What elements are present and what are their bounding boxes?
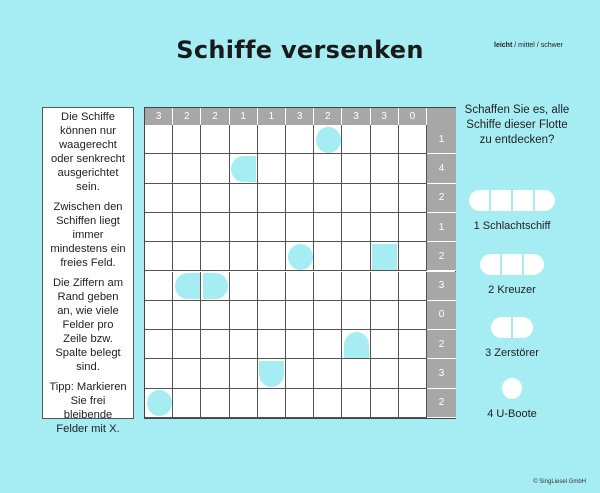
board-cell[interactable] <box>314 213 342 242</box>
board-cell[interactable] <box>201 359 229 388</box>
ship-hint-middle <box>372 244 397 270</box>
row-count-10: 2 <box>427 389 456 418</box>
board-cell[interactable] <box>145 213 173 242</box>
puzzle-title: Schiffe versenken <box>176 36 424 64</box>
challenge-text: Schaffen Sie es, alle Schiffe dieser Flotte zu entdecken? <box>464 104 570 146</box>
board-cell[interactable] <box>286 213 314 242</box>
ship-segment <box>469 190 489 211</box>
board-cell[interactable] <box>201 154 229 183</box>
board-cell[interactable] <box>258 213 286 242</box>
fleet-label: 3 Zerstörer <box>485 347 539 359</box>
board-cell[interactable] <box>201 301 229 330</box>
board-cell[interactable] <box>399 389 427 418</box>
copyright: © SingLiesel GmbH <box>533 479 586 485</box>
fleet-item <box>452 190 572 240</box>
ship-hint-single <box>288 244 313 270</box>
board-cell[interactable] <box>314 242 342 271</box>
board-cell[interactable] <box>371 154 399 183</box>
board-cell[interactable] <box>342 359 370 388</box>
board-cell[interactable] <box>286 272 314 301</box>
board-cell[interactable] <box>371 125 399 154</box>
board-cell[interactable] <box>145 301 173 330</box>
board-cell[interactable] <box>173 213 201 242</box>
column-count-6: 3 <box>286 108 314 125</box>
board-cell[interactable] <box>286 154 314 183</box>
board-cell[interactable] <box>201 213 229 242</box>
column-count-2: 2 <box>173 108 201 125</box>
rule-tip: Tipp: Markieren Sie frei bleibende Felder mit X. <box>49 381 127 435</box>
fleet-label: 2 Kreuzer <box>488 284 536 296</box>
board-cell[interactable] <box>145 242 173 271</box>
board-cell[interactable] <box>201 389 229 418</box>
column-count-5: 1 <box>258 108 286 125</box>
difficulty-options[interactable]: / mittel / schwer <box>512 42 563 49</box>
board-cell[interactable] <box>201 184 229 213</box>
ship-hint-end-left <box>231 156 256 182</box>
board-cell[interactable] <box>145 184 173 213</box>
board-cell[interactable] <box>399 330 427 359</box>
board-cell[interactable] <box>371 184 399 213</box>
board-cell[interactable] <box>342 125 370 154</box>
column-count-9: 3 <box>371 108 399 125</box>
board-cell[interactable] <box>173 125 201 154</box>
board-cell[interactable] <box>399 184 427 213</box>
row-count-9: 3 <box>427 359 456 388</box>
header-corner <box>427 108 456 125</box>
board-cell[interactable] <box>258 242 286 271</box>
board-cell[interactable] <box>314 359 342 388</box>
board-cell[interactable] <box>258 301 286 330</box>
ship-hint-end-left <box>175 273 200 299</box>
board-cell[interactable] <box>258 330 286 359</box>
board-cell[interactable] <box>201 242 229 271</box>
rule-spacing: Zwischen den Schiffen liegt immer mindestens ein freies Feld. <box>50 201 126 269</box>
board-cell[interactable] <box>258 154 286 183</box>
board-cell[interactable] <box>342 154 370 183</box>
board-cell[interactable] <box>371 389 399 418</box>
board-cell[interactable] <box>286 301 314 330</box>
rule-numbers: Die Ziffern am Rand geben an, wie viele Felder pro Zeile bzw. Spalte belegt sind. <box>52 277 124 373</box>
fleet-item <box>452 317 572 367</box>
fleet-label: 1 Schlachtschiff <box>473 220 551 232</box>
board-cell[interactable] <box>258 125 286 154</box>
fleet-item <box>452 254 572 304</box>
row-count-4: 1 <box>427 213 456 242</box>
fleet-item <box>452 378 572 428</box>
rule-orientation: Die Schiffe können nur waagerecht oder senkrecht ausgerichtet sein. <box>50 111 125 193</box>
board-cell[interactable] <box>314 301 342 330</box>
ship-segment <box>491 317 511 338</box>
ship-segment <box>513 190 533 211</box>
board-cell[interactable] <box>173 242 201 271</box>
board-cell[interactable] <box>371 213 399 242</box>
board-cell[interactable] <box>258 389 286 418</box>
board-cell[interactable] <box>230 389 258 418</box>
ship-segment <box>491 190 511 211</box>
board-cell[interactable] <box>286 359 314 388</box>
board-cell[interactable] <box>230 242 258 271</box>
ship-segment <box>480 254 500 275</box>
difficulty-level <box>494 42 563 49</box>
board-cell[interactable] <box>399 301 427 330</box>
board-cell[interactable] <box>286 184 314 213</box>
board-cell[interactable] <box>371 272 399 301</box>
board-cell[interactable] <box>371 359 399 388</box>
board-cell[interactable] <box>342 213 370 242</box>
row-count-2: 4 <box>427 154 456 183</box>
board-cell[interactable] <box>230 359 258 388</box>
board-cell[interactable] <box>173 389 201 418</box>
board-cell[interactable] <box>371 330 399 359</box>
board-cell[interactable] <box>342 272 370 301</box>
board-cell[interactable] <box>173 301 201 330</box>
board-cell[interactable] <box>173 330 201 359</box>
board-cell[interactable] <box>230 330 258 359</box>
board-cell[interactable] <box>145 125 173 154</box>
board-cell[interactable] <box>145 272 173 301</box>
ship-segment <box>502 378 522 399</box>
board-cell[interactable] <box>230 213 258 242</box>
row-count-1: 1 <box>427 125 456 154</box>
column-count-8: 3 <box>342 108 370 125</box>
ship-segment <box>524 254 544 275</box>
board-cell[interactable] <box>230 125 258 154</box>
board-cell[interactable] <box>230 301 258 330</box>
ship-segment <box>502 254 522 275</box>
board-cell[interactable] <box>342 301 370 330</box>
ship-hint-single <box>316 127 341 153</box>
board-cell[interactable] <box>230 272 258 301</box>
fleet-label: 4 U-Boote <box>487 408 537 420</box>
board-cell[interactable] <box>371 301 399 330</box>
row-count-3: 2 <box>427 184 456 213</box>
column-count-1: 3 <box>145 108 173 125</box>
board-cell[interactable] <box>201 125 229 154</box>
board-cell[interactable] <box>314 154 342 183</box>
board-cell[interactable] <box>314 389 342 418</box>
ship-hint-end-top <box>344 332 369 358</box>
row-count-6: 3 <box>427 272 456 301</box>
board-cell[interactable] <box>399 125 427 154</box>
column-count-4: 1 <box>230 108 258 125</box>
board-cell[interactable] <box>173 154 201 183</box>
column-count-7: 2 <box>314 108 342 125</box>
board-cell[interactable] <box>286 125 314 154</box>
board-cell[interactable] <box>201 330 229 359</box>
board-cell[interactable] <box>230 184 258 213</box>
row-count-7: 0 <box>427 301 456 330</box>
board-cell[interactable] <box>286 389 314 418</box>
board-cell[interactable] <box>314 330 342 359</box>
board-cell[interactable] <box>399 242 427 271</box>
board-cell[interactable] <box>145 359 173 388</box>
difficulty-selected[interactable]: leicht <box>494 42 513 49</box>
row-count-8: 2 <box>427 330 456 359</box>
game-board <box>144 107 456 419</box>
board-cell[interactable] <box>314 272 342 301</box>
board-cell[interactable] <box>314 184 342 213</box>
board-cell[interactable] <box>342 242 370 271</box>
ship-segment <box>535 190 555 211</box>
board-cell[interactable] <box>399 213 427 242</box>
ship-segment <box>513 317 533 338</box>
board-cell[interactable] <box>173 359 201 388</box>
board-cell[interactable] <box>145 330 173 359</box>
board-cell[interactable] <box>399 359 427 388</box>
board-cell[interactable] <box>399 272 427 301</box>
board-cell[interactable] <box>286 330 314 359</box>
board-cell[interactable] <box>342 389 370 418</box>
board-cell[interactable] <box>173 184 201 213</box>
board-cell[interactable] <box>399 154 427 183</box>
board-cell[interactable] <box>258 272 286 301</box>
board-cell[interactable] <box>145 154 173 183</box>
rules-panel <box>42 107 134 435</box>
board-cell[interactable] <box>342 184 370 213</box>
row-count-5: 2 <box>427 242 456 271</box>
board-cell[interactable] <box>258 184 286 213</box>
column-count-10: 0 <box>399 108 427 125</box>
ship-hint-single <box>147 390 172 416</box>
column-count-3: 2 <box>201 108 229 125</box>
